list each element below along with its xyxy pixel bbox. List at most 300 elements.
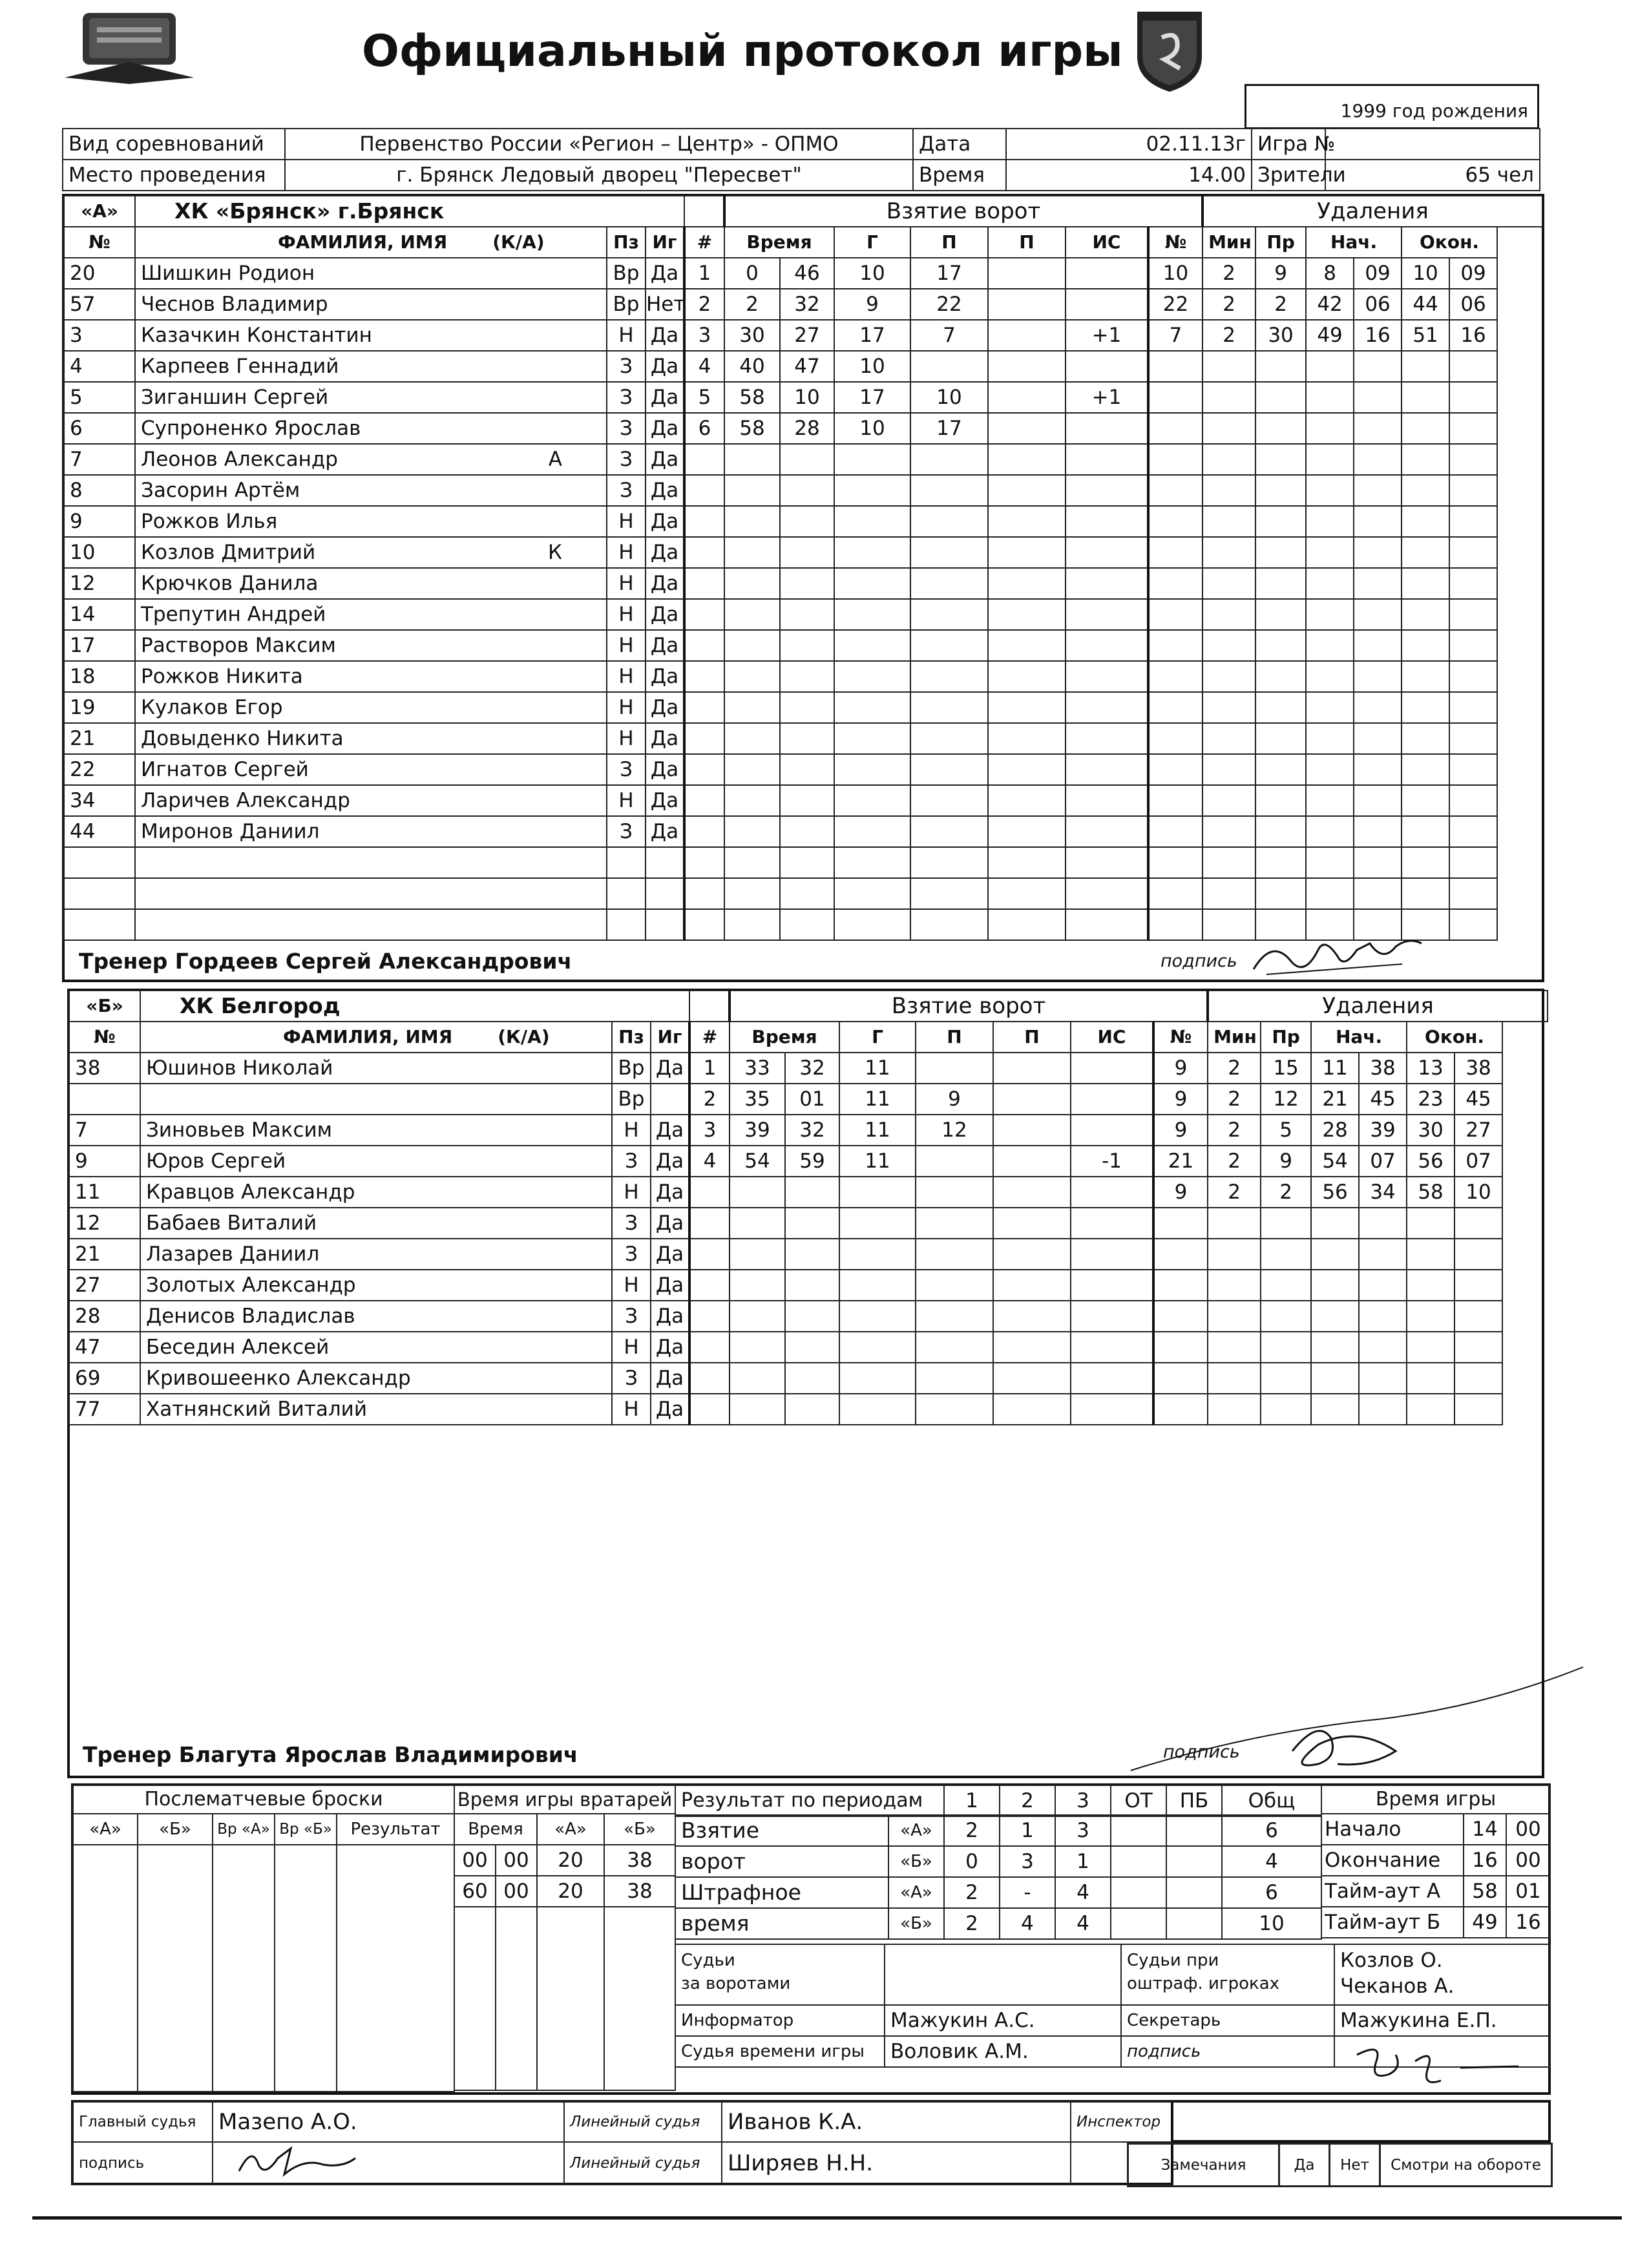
- goal-sec: 59: [785, 1146, 839, 1177]
- gk-time-cell: [604, 1907, 675, 2090]
- goal-num: [689, 1301, 730, 1332]
- player-position: З: [607, 351, 646, 382]
- pen-min: [1203, 816, 1255, 847]
- period-value: 3: [1055, 1815, 1111, 1846]
- goal-scorer: [834, 754, 910, 785]
- goal-assist-1: [910, 723, 988, 754]
- shootout-cell: [213, 1845, 275, 2092]
- pen-end-min: 44: [1402, 289, 1449, 320]
- player-position: Н: [607, 661, 646, 692]
- pen-end-min: [1402, 630, 1449, 661]
- period-team: «Б»: [888, 1846, 944, 1877]
- pen-end-sec: [1449, 847, 1497, 878]
- goal-assist-2: [993, 1394, 1071, 1425]
- player-number: 28: [69, 1301, 140, 1332]
- pen-end-sec: [1449, 599, 1497, 630]
- player-row: [64, 847, 1542, 878]
- pen-min: [1203, 878, 1255, 909]
- league-shield-logo: [1131, 5, 1208, 96]
- player-row: [69, 1177, 1548, 1208]
- player-name-cell: [135, 599, 607, 630]
- goal-assist-1: [910, 816, 988, 847]
- goal-assist-2: [988, 816, 1066, 847]
- pen-min: [1208, 1270, 1261, 1301]
- pen-min: [1203, 847, 1255, 878]
- player-position: Н: [607, 723, 646, 754]
- player-row: [69, 1394, 1548, 1425]
- goal-situation: [1066, 723, 1148, 754]
- pen-end-min: [1402, 568, 1449, 599]
- player-position: [607, 909, 646, 940]
- penalty-judges-value: [1334, 1944, 1550, 2005]
- pen-min: [1203, 754, 1255, 785]
- goal-min: 58: [724, 382, 780, 413]
- goal-num: [689, 1363, 730, 1394]
- date-label: Дата: [913, 129, 1006, 160]
- gk-time-cell: 20: [537, 1876, 604, 1907]
- pen-start-min: [1306, 568, 1354, 599]
- goal-min: [724, 785, 780, 816]
- pen-num: 9: [1153, 1177, 1208, 1208]
- pen-reason: [1255, 351, 1306, 382]
- goal-assist-1: 12: [916, 1115, 993, 1146]
- pen-end-min: [1402, 382, 1449, 413]
- goal-scorer: [834, 630, 910, 661]
- goal-num: [684, 785, 724, 816]
- goal-situation: [1066, 661, 1148, 692]
- pen-reason: 9: [1255, 258, 1306, 289]
- player-played: Да: [646, 816, 684, 847]
- player-number: 5: [64, 382, 135, 413]
- team-a-coach: Тренер Гордеев Сергей Александрович: [79, 949, 572, 974]
- player-name-cell: [135, 258, 607, 289]
- player-name-cell: [135, 537, 607, 568]
- player-position: З: [607, 413, 646, 444]
- player-name: Хатнянский Виталий: [146, 1398, 367, 1421]
- place-value: г. Брянск Ледовый дворец "Пересвет": [285, 160, 913, 191]
- goal-assist-1: [910, 661, 988, 692]
- pen-min: 2: [1208, 1115, 1261, 1146]
- player-played: Да: [646, 320, 684, 351]
- player-name-cell: [135, 692, 607, 723]
- pen-start-min: [1306, 475, 1354, 506]
- col-pen-reason: Пр: [1261, 1022, 1311, 1053]
- goal-sec: 28: [780, 413, 834, 444]
- goal-situation: [1066, 258, 1148, 289]
- goal-min: 39: [730, 1115, 785, 1146]
- player-name-cell: [140, 1332, 612, 1363]
- pen-start-sec: [1359, 1270, 1407, 1301]
- pen-end-sec: 45: [1455, 1084, 1502, 1115]
- goal-num: [689, 1270, 730, 1301]
- period-value: 10: [1222, 1908, 1321, 1939]
- pen-reason: [1261, 1394, 1311, 1425]
- goal-sec: [785, 1301, 839, 1332]
- pen-reason: [1255, 444, 1306, 475]
- goal-min: 35: [730, 1084, 785, 1115]
- player-position: Н: [607, 568, 646, 599]
- goal-sec: [785, 1239, 839, 1270]
- goal-assist-2: [993, 1239, 1071, 1270]
- col-name: [135, 227, 607, 258]
- pen-start-min: [1306, 816, 1354, 847]
- pen-end-min: [1402, 351, 1449, 382]
- penalties-header: Удаления: [1203, 196, 1542, 227]
- goal-scorer: 11: [839, 1115, 916, 1146]
- team-a-sign-label: подпись: [1161, 951, 1237, 971]
- pen-start-sec: [1359, 1239, 1407, 1270]
- pen-end-sec: 16: [1449, 320, 1497, 351]
- player-name-cell: [135, 413, 607, 444]
- player-position: Н: [612, 1332, 651, 1363]
- player-position: З: [607, 754, 646, 785]
- pen-reason: [1261, 1239, 1311, 1270]
- pen-num: [1153, 1239, 1208, 1270]
- goal-min: [730, 1239, 785, 1270]
- remarks-table: [1127, 2143, 1553, 2187]
- pen-num: [1148, 630, 1203, 661]
- goal-assist-1: [916, 1146, 993, 1177]
- player-number: 10: [64, 537, 135, 568]
- player-played: [651, 1084, 689, 1115]
- player-played: Нет: [646, 289, 684, 320]
- goal-min: 40: [724, 351, 780, 382]
- goal-assist-1: [910, 878, 988, 909]
- pen-reason: 2: [1255, 289, 1306, 320]
- player-position: Вр: [612, 1053, 651, 1084]
- player-row: [64, 258, 1542, 289]
- goal-situation: [1066, 692, 1148, 723]
- player-played: [646, 847, 684, 878]
- goal-situation: [1071, 1301, 1153, 1332]
- goal-num: [689, 1239, 730, 1270]
- pen-start-min: [1311, 1363, 1359, 1394]
- gk-time-cell: 20: [537, 1845, 604, 1876]
- player-position: Н: [607, 785, 646, 816]
- pen-start-sec: [1354, 506, 1402, 537]
- player-name: Растворов Максим: [141, 634, 336, 657]
- player-played: Да: [646, 692, 684, 723]
- goal-sec: [785, 1332, 839, 1363]
- goal-assist-1: [910, 754, 988, 785]
- player-name-cell: [140, 1177, 612, 1208]
- goal-sec: [780, 847, 834, 878]
- goal-scorer: [839, 1363, 916, 1394]
- col-pen-start: Нач.: [1311, 1022, 1407, 1053]
- goal-scorer: [834, 878, 910, 909]
- player-position: [607, 847, 646, 878]
- gk-time-cell: 38: [604, 1845, 675, 1876]
- pen-end-sec: 38: [1455, 1053, 1502, 1084]
- goal-sec: [785, 1363, 839, 1394]
- period-row-label: время: [675, 1908, 888, 1939]
- pen-end-min: [1402, 785, 1449, 816]
- pen-start-sec: [1354, 568, 1402, 599]
- pen-reason: [1255, 506, 1306, 537]
- pen-start-min: 54: [1311, 1146, 1359, 1177]
- col-goal-time: Время: [730, 1022, 839, 1053]
- penalty-judges-label: [1121, 1944, 1334, 2005]
- player-number: [64, 909, 135, 940]
- goal-assist-1: [910, 444, 988, 475]
- player-played: Да: [646, 537, 684, 568]
- goal-num: 4: [684, 351, 724, 382]
- penalty-judge-1: Козлов О.: [1340, 1949, 1443, 1972]
- pen-end-min: [1402, 413, 1449, 444]
- goal-situation: -1: [1071, 1146, 1153, 1177]
- shootout-cell: [337, 1845, 454, 2092]
- team-b-coach-signature: [1124, 1654, 1590, 1783]
- pen-start-min: [1311, 1270, 1359, 1301]
- player-name-cell: [140, 1115, 612, 1146]
- col-pen-reason: Пр: [1255, 227, 1306, 258]
- goal-situation: [1071, 1363, 1153, 1394]
- goal-scorer: 10: [834, 351, 910, 382]
- player-row: [64, 692, 1542, 723]
- goal-situation: [1071, 1208, 1153, 1239]
- federation-logo: [58, 8, 200, 89]
- player-played: Да: [646, 661, 684, 692]
- goal-assist-1: [910, 506, 988, 537]
- pen-reason: [1255, 816, 1306, 847]
- goal-scorer: [839, 1270, 916, 1301]
- referee-sign-label: подпись: [73, 2142, 213, 2185]
- birth-year-box: [1245, 84, 1539, 129]
- goal-situation: +1: [1066, 320, 1148, 351]
- place-label: Место проведения: [63, 160, 285, 191]
- pen-num: [1148, 847, 1203, 878]
- pen-start-min: [1306, 723, 1354, 754]
- goal-sec: [780, 506, 834, 537]
- period-team: «А»: [888, 1877, 944, 1908]
- col-goal-scorer: Г: [834, 227, 910, 258]
- goal-scorer: [834, 785, 910, 816]
- goal-num: 1: [689, 1053, 730, 1084]
- player-name-cell: [135, 723, 607, 754]
- goal-assist-1: [910, 351, 988, 382]
- goal-sec: [780, 692, 834, 723]
- player-name-cell: [135, 909, 607, 940]
- player-row: [64, 723, 1542, 754]
- col-assist-1: П: [916, 1022, 993, 1053]
- goal-min: [730, 1363, 785, 1394]
- goal-assist-1: 7: [910, 320, 988, 351]
- pen-start-min: [1311, 1394, 1359, 1425]
- goal-min: [724, 723, 780, 754]
- game-end-m: 00: [1506, 1845, 1550, 1876]
- pen-end-sec: [1449, 909, 1497, 940]
- goal-num: [684, 444, 724, 475]
- player-position: З: [607, 816, 646, 847]
- goal-min: 30: [724, 320, 780, 351]
- ot-header: ОТ: [1111, 1785, 1166, 1816]
- player-row: [64, 599, 1542, 630]
- gk-time-b: «Б»: [604, 1814, 675, 1845]
- player-name-cell: [140, 1053, 612, 1084]
- goal-situation: [1071, 1270, 1153, 1301]
- goal-situation: [1071, 1394, 1153, 1425]
- pen-end-min: 56: [1407, 1146, 1455, 1177]
- player-number: 9: [69, 1146, 140, 1177]
- comp-label: Вид соревнований: [63, 129, 285, 160]
- total-header: Общ: [1222, 1785, 1321, 1816]
- goal-scorer: [839, 1208, 916, 1239]
- player-number: 19: [64, 692, 135, 723]
- player-played: Да: [646, 630, 684, 661]
- pen-end-min: [1407, 1332, 1455, 1363]
- goal-judges-label-2: за воротами: [681, 1974, 791, 1993]
- secretary: Мажукина Е.П.: [1334, 2005, 1550, 2036]
- pen-end-min: [1402, 661, 1449, 692]
- game-end-label: Окончание: [1321, 1845, 1464, 1876]
- pen-start-min: [1306, 847, 1354, 878]
- goal-sec: [780, 816, 834, 847]
- player-number: [69, 1084, 140, 1115]
- player-number: [64, 878, 135, 909]
- goal-scorer: [839, 1394, 916, 1425]
- player-row: [64, 568, 1542, 599]
- goal-situation: [1071, 1053, 1153, 1084]
- goal-num: [684, 568, 724, 599]
- player-number: 8: [64, 475, 135, 506]
- goal-scorer: [839, 1177, 916, 1208]
- goal-scorer: [834, 568, 910, 599]
- player-name-cell: [140, 1239, 612, 1270]
- player-number: [64, 847, 135, 878]
- pen-start-min: 8: [1306, 258, 1354, 289]
- period-value: 6: [1222, 1815, 1321, 1846]
- player-played: Да: [646, 475, 684, 506]
- goal-num: 2: [684, 289, 724, 320]
- timeout-b-label: Тайм-аут Б: [1321, 1907, 1464, 1938]
- player-played: Да: [651, 1394, 689, 1425]
- goal-num: 5: [684, 382, 724, 413]
- pen-min: [1203, 692, 1255, 723]
- pen-end-min: [1407, 1270, 1455, 1301]
- shootout-vr-a: Вр «А»: [213, 1814, 275, 1845]
- penalty-judges-label-2: оштраф. игроках: [1127, 1974, 1280, 1993]
- goal-situation: [1066, 878, 1148, 909]
- goal-assist-1: [916, 1239, 993, 1270]
- player-name-cell: [135, 630, 607, 661]
- pen-num: [1153, 1270, 1208, 1301]
- player-played: Да: [646, 568, 684, 599]
- pen-start-sec: 38: [1359, 1053, 1407, 1084]
- player-played: Да: [646, 754, 684, 785]
- col-pen-end: Окон.: [1407, 1022, 1502, 1053]
- period-row-label: Взятие: [675, 1815, 888, 1846]
- player-row: [69, 1332, 1548, 1363]
- goal-judges-label-1: Судьи: [681, 1951, 735, 1970]
- player-name-cell: [135, 661, 607, 692]
- player-name: Зиганшин Сергей: [141, 386, 329, 409]
- player-name: Кравцов Александр: [146, 1181, 355, 1204]
- pen-start-sec: [1354, 475, 1402, 506]
- player-name-cell: [135, 289, 607, 320]
- player-row: [64, 351, 1542, 382]
- goal-sec: [785, 1270, 839, 1301]
- player-number: 34: [64, 785, 135, 816]
- pen-end-sec: [1449, 692, 1497, 723]
- goal-min: [724, 444, 780, 475]
- pen-num: [1148, 723, 1203, 754]
- player-row: [69, 1270, 1548, 1301]
- player-position: Н: [612, 1270, 651, 1301]
- player-number: 22: [64, 754, 135, 785]
- goal-min: [730, 1270, 785, 1301]
- player-position: З: [607, 444, 646, 475]
- period-3-header: 3: [1055, 1785, 1111, 1816]
- inspector-box: [1173, 2100, 1551, 2143]
- period-2-header: 2: [1000, 1785, 1055, 1816]
- pen-num: [1148, 785, 1203, 816]
- player-played: Да: [651, 1177, 689, 1208]
- player-played: Да: [651, 1332, 689, 1363]
- pen-num: [1153, 1208, 1208, 1239]
- goal-sec: 32: [785, 1115, 839, 1146]
- pen-start-sec: [1354, 382, 1402, 413]
- goal-assist-2: [988, 630, 1066, 661]
- pen-end-min: [1407, 1301, 1455, 1332]
- pen-end-min: [1407, 1239, 1455, 1270]
- goal-situation: [1066, 475, 1148, 506]
- pen-end-min: 30: [1407, 1115, 1455, 1146]
- pen-end-min: [1402, 816, 1449, 847]
- pen-start-sec: 16: [1354, 320, 1402, 351]
- pen-reason: 9: [1261, 1146, 1311, 1177]
- pen-end-sec: [1449, 630, 1497, 661]
- col-goal-num: #: [689, 1022, 730, 1053]
- goal-assist-2: [988, 692, 1066, 723]
- col-assist-2: П: [993, 1022, 1071, 1053]
- player-position: З: [612, 1146, 651, 1177]
- pen-reason: 12: [1261, 1084, 1311, 1115]
- player-name: Миронов Даниил: [141, 820, 320, 843]
- team-b-section: [68, 990, 1548, 1425]
- goal-sec: 47: [780, 351, 834, 382]
- player-name: Леонов Александр: [141, 448, 338, 471]
- col-assist-1: П: [910, 227, 988, 258]
- col-situation: ИС: [1071, 1022, 1153, 1053]
- player-row: [69, 1239, 1548, 1270]
- goal-assist-1: [910, 599, 988, 630]
- pen-start-min: [1306, 785, 1354, 816]
- goal-scorer: [834, 506, 910, 537]
- pen-start-sec: 39: [1359, 1115, 1407, 1146]
- pen-end-sec: 10: [1455, 1177, 1502, 1208]
- remarks-yes: Да: [1279, 2144, 1330, 2187]
- goal-scorer: 10: [834, 258, 910, 289]
- pen-min: [1208, 1363, 1261, 1394]
- goal-sec: [785, 1177, 839, 1208]
- game-time-table: [1321, 1785, 1551, 1938]
- player-position: Н: [607, 506, 646, 537]
- pen-num: [1148, 475, 1203, 506]
- goal-sec: [780, 723, 834, 754]
- col-name: [140, 1022, 612, 1053]
- game-time-title: Время игры: [1321, 1785, 1550, 1814]
- pen-end-sec: [1449, 537, 1497, 568]
- goal-assist-1: [910, 785, 988, 816]
- goal-sec: [780, 661, 834, 692]
- player-name-cell: [135, 847, 607, 878]
- goal-situation: [1066, 537, 1148, 568]
- pen-start-min: [1311, 1332, 1359, 1363]
- team-b-coach: Тренер Благута Ярослав Владимирович: [83, 1742, 578, 1767]
- remarks-see-back: Смотри на обороте: [1380, 2144, 1552, 2187]
- pen-start-min: [1306, 506, 1354, 537]
- pen-reason: [1261, 1363, 1311, 1394]
